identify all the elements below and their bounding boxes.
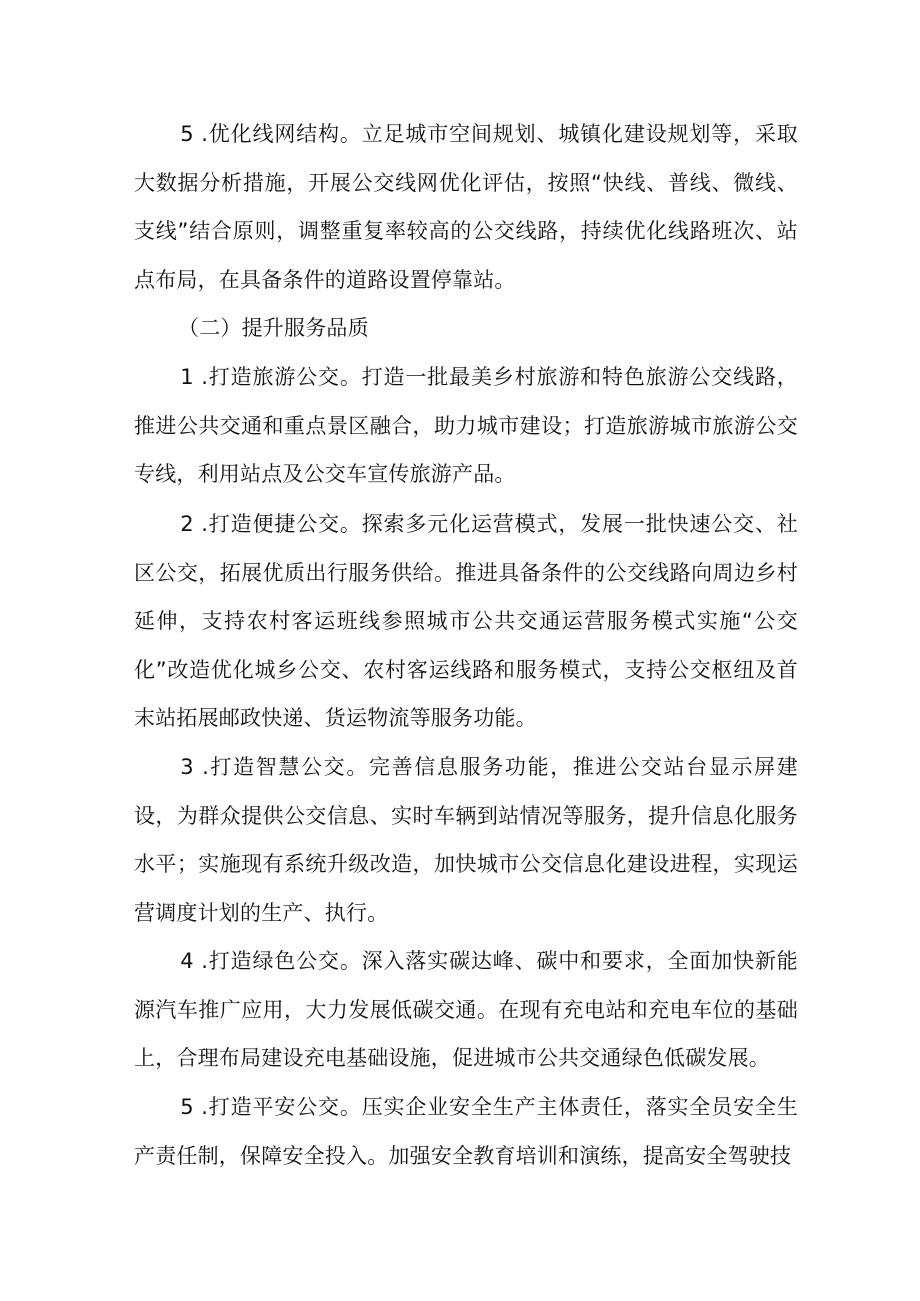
paragraph-convenient-bus: 2 .打造便捷公交。探索多元化运营模式，发展一批快速公交、社区公交，拓展优质出行服务供给。推进具备条件的公交线路向周边乡村延伸，支持农村客运班线参照城市公共交通运营服务模式实施“公交化”改造优化城乡公交、农村客运线路和服务模式，支持公交枢纽及首末站拓展邮政快递、货运物流等服务功能。	[134, 512, 798, 730]
paragraph-safe-bus: 5 .打造平安公交。压实企业安全生产主体责任，落实全员安全生产责任制，保障安全投入。加强安全教育培训和演练，提高安全驾驶技	[134, 1095, 798, 1168]
paragraph-tourism-bus: 1 .打造旅游公交。打造一批最美乡村旅游和特色旅游公交线路，推进公共交通和重点景区融合，助力城市建设；打造旅游城市旅游公交专线，利用站点及公交车宣传旅游产品。	[134, 365, 798, 486]
paragraph-smart-bus: 3 .打造智慧公交。完善信息服务功能，推进公交站台显示屏建设，为群众提供公交信息、实时车辆到站情况等服务，提升信息化服务水平；实施现有系统升级改造，加快城市公交信息化建设进程，实现运营调度计划的生产、执行。	[134, 755, 798, 925]
section-heading-service-quality: （二）提升服务品质	[178, 316, 369, 340]
paragraph-green-bus: 4 .打造绿色公交。深入落实碳达峰、碳中和要求，全面加快新能源汽车推广应用，大力发展低碳交通。在现有充电站和充电车位的基础上，合理布局建设充电基础设施，促进城市公共交通绿色低碳发展。	[134, 949, 798, 1070]
paragraph-optimize-network: 5 .优化线网结构。立足城市空间规划、城镇化建设规划等，采取大数据分析措施，开展公交线网优化评估，按照“快线、普线、微线、支线”结合原则，调整重复率较高的公交线路，持续优化线路班次、站点布局，在具备条件的道路设置停靠站。	[134, 122, 798, 292]
